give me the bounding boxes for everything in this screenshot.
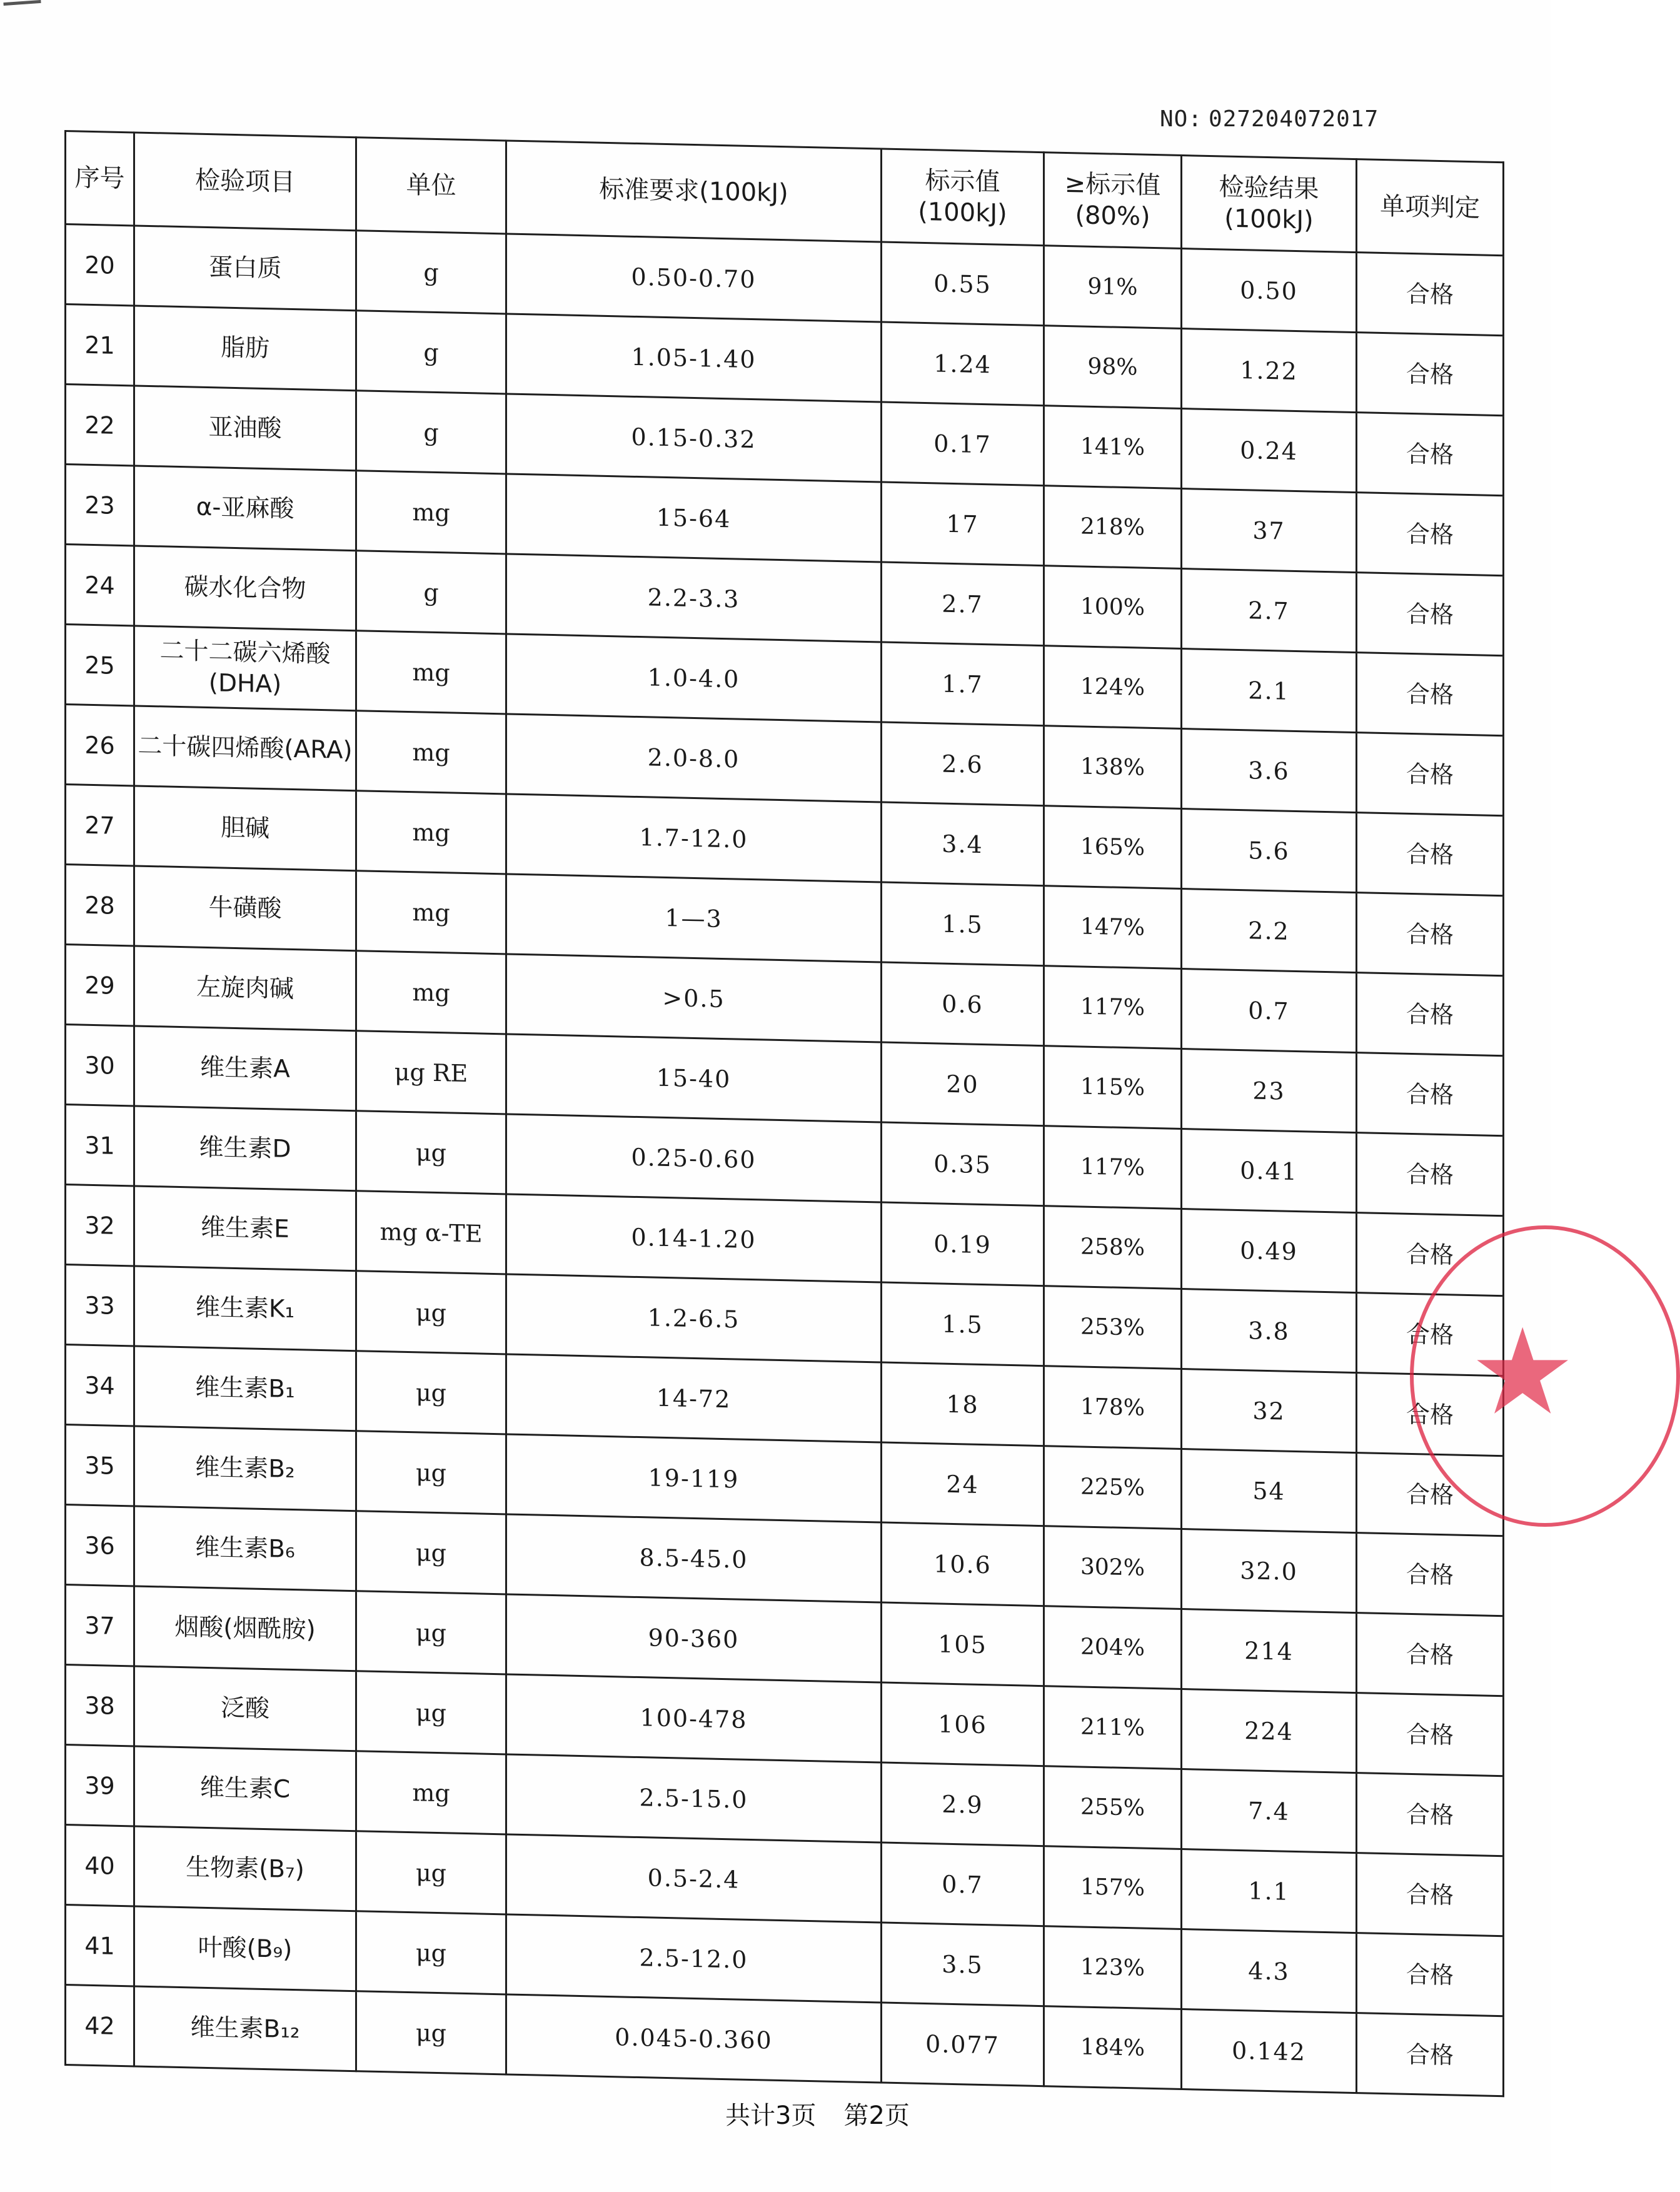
cell-result: 0.41	[1182, 1129, 1357, 1212]
cell-result: 0.7	[1182, 968, 1357, 1052]
cell-label-value: 0.077	[882, 2003, 1044, 2086]
cell-item: 维生素B₁	[134, 1346, 356, 1431]
cell-judgement: 合格	[1357, 973, 1504, 1056]
cell-label-pct: 255%	[1044, 1766, 1182, 1849]
cell-result: 23	[1182, 1048, 1357, 1132]
cell-result: 224	[1182, 1689, 1357, 1772]
cell-item: 蛋白质	[134, 226, 356, 311]
cell-label-value: 105	[882, 1602, 1044, 1686]
cell-seq: 37	[66, 1585, 134, 1666]
cell-item: 叶酸(B₉)	[134, 1906, 356, 1991]
cell-result: 0.49	[1182, 1209, 1357, 1292]
cell-label-pct: 91%	[1044, 246, 1182, 329]
cell-label-pct: 147%	[1044, 886, 1182, 969]
cell-label-value: 17	[882, 482, 1044, 566]
cell-item: 二十二碳六烯酸 (DHA)	[134, 626, 356, 711]
cell-label-value: 0.19	[882, 1202, 1044, 1286]
cell-judgement: 合格	[1357, 493, 1504, 576]
cell-label-pct: 141%	[1044, 406, 1182, 489]
cell-label-pct: 211%	[1044, 1686, 1182, 1769]
cell-label-pct: 178%	[1044, 1366, 1182, 1449]
cell-judgement: 合格	[1357, 1613, 1504, 1696]
cell-judgement: 合格	[1357, 253, 1504, 336]
cell-label-value: 2.9	[882, 1762, 1044, 1846]
cell-judgement: 合格	[1357, 1213, 1504, 1296]
cell-item: 胆碱	[134, 786, 356, 871]
cell-label-value: 18	[882, 1362, 1044, 1446]
cell-label-pct: 157%	[1044, 1846, 1182, 1929]
cell-label-pct: 204%	[1044, 1606, 1182, 1689]
cell-requirement: 1.0-4.0	[506, 634, 882, 722]
cell-seq: 29	[66, 945, 134, 1026]
page-footer	[725, 2096, 910, 2131]
cell-item: 维生素C	[134, 1746, 356, 1831]
cell-seq: 26	[66, 705, 134, 786]
cell-judgement: 合格	[1357, 1693, 1504, 1776]
cell-label-pct: 123%	[1044, 1926, 1182, 2009]
cell-result: 0.24	[1182, 408, 1357, 492]
header-judgement: 单项判定	[1357, 159, 1504, 256]
cell-label-pct: 100%	[1044, 566, 1182, 649]
cell-requirement: 15-64	[506, 474, 882, 562]
cell-seq: 31	[66, 1105, 134, 1186]
cell-label-pct: 98%	[1044, 326, 1182, 409]
cell-label-value: 24	[882, 1442, 1044, 1526]
report-number-value: 027204072017	[1209, 106, 1379, 132]
cell-label-pct: 225%	[1044, 1446, 1182, 1529]
cell-item: 烟酸(烟酰胺)	[134, 1586, 356, 1671]
cell-label-value: 1.7	[882, 642, 1044, 726]
cell-judgement: 合格	[1357, 1133, 1504, 1216]
cell-requirement: 2.0-8.0	[506, 714, 882, 802]
cell-unit: μg	[356, 1671, 506, 1754]
cell-item: 维生素B₂	[134, 1426, 356, 1511]
inspection-table	[64, 130, 1504, 2097]
cell-unit: mg	[356, 791, 506, 874]
cell-requirement: 19-119	[506, 1434, 882, 1522]
cell-requirement: 2.2-3.3	[506, 554, 882, 642]
cell-label-value: 1.5	[882, 1282, 1044, 1366]
cell-requirement: 14-72	[506, 1354, 882, 1442]
cell-label-value: 106	[882, 1682, 1044, 1766]
cell-item: 维生素K₁	[134, 1266, 356, 1351]
cell-label-value: 2.7	[882, 562, 1044, 646]
cell-judgement: 合格	[1357, 653, 1504, 736]
cell-seq: 25	[66, 625, 134, 706]
table-body	[66, 224, 1504, 2096]
cell-judgement: 合格	[1357, 333, 1504, 416]
cell-unit: mg	[356, 631, 506, 714]
cell-seq: 36	[66, 1505, 134, 1586]
cell-item: 生物素(B₇)	[134, 1826, 356, 1911]
seal-star-icon: ★	[1469, 1303, 1576, 1441]
cell-unit: g	[356, 391, 506, 474]
cell-requirement: 0.045-0.360	[506, 1994, 882, 2083]
cell-judgement: 合格	[1357, 813, 1504, 896]
cell-label-pct: 115%	[1044, 1046, 1182, 1129]
cell-unit: μg	[356, 1111, 506, 1194]
cell-result: 4.3	[1182, 1929, 1357, 2013]
scan-corner-mark	[3, 0, 41, 14]
footer-total-pages: 共计3页	[725, 2101, 817, 2130]
cell-label-value: 0.35	[882, 1122, 1044, 1206]
cell-label-value: 0.55	[882, 242, 1044, 326]
cell-item: 牛磺酸	[134, 866, 356, 951]
cell-unit: μg RE	[356, 1031, 506, 1114]
cell-unit: μg	[356, 1991, 506, 2074]
inspection-table-wrapper	[64, 130, 1502, 2097]
footer-current-page: 第2页	[843, 2101, 910, 2130]
cell-result: 3.8	[1182, 1289, 1357, 1372]
cell-item: 脂肪	[134, 306, 356, 391]
cell-item: 碳水化合物	[134, 546, 356, 631]
header-label-value: 标示值 (100kJ)	[882, 149, 1044, 246]
cell-item: α-亚麻酸	[134, 466, 356, 551]
cell-label-value: 0.6	[882, 962, 1044, 1046]
cell-result: 37	[1182, 488, 1357, 572]
cell-result: 2.2	[1182, 888, 1357, 972]
cell-judgement: 合格	[1357, 1933, 1504, 2016]
cell-result: 5.6	[1182, 808, 1357, 892]
cell-seq: 32	[66, 1185, 134, 1266]
cell-result: 7.4	[1182, 1769, 1357, 1853]
cell-result: 3.6	[1182, 728, 1357, 812]
cell-judgement: 合格	[1357, 1053, 1504, 1136]
cell-requirement: 100-478	[506, 1674, 882, 1762]
cell-item: 二十碳四烯酸(ARA)	[134, 706, 356, 791]
cell-seq: 21	[66, 304, 134, 386]
cell-requirement: 15-40	[506, 1034, 882, 1122]
cell-label-pct: 253%	[1044, 1286, 1182, 1369]
cell-item: 亚油酸	[134, 386, 356, 471]
cell-unit: μg	[356, 1511, 506, 1594]
cell-item: 维生素B₁₂	[134, 1986, 356, 2071]
cell-seq: 22	[66, 385, 134, 466]
cell-result: 32.0	[1182, 1529, 1357, 1612]
cell-item: 维生素E	[134, 1186, 356, 1271]
cell-seq: 40	[66, 1825, 134, 1906]
cell-requirement: 2.5-12.0	[506, 1914, 882, 2003]
cell-requirement: 0.5-2.4	[506, 1834, 882, 1923]
cell-judgement: 合格	[1357, 1373, 1504, 1456]
cell-label-pct: 138%	[1044, 726, 1182, 809]
cell-item: 泛酸	[134, 1666, 356, 1751]
cell-unit: g	[356, 311, 506, 394]
cell-label-pct: 218%	[1044, 486, 1182, 569]
cell-label-pct: 165%	[1044, 806, 1182, 889]
cell-unit: mg	[356, 471, 506, 554]
header-item: 检验项目	[134, 133, 356, 231]
cell-result: 0.142	[1182, 2009, 1357, 2093]
cell-seq: 35	[66, 1425, 134, 1506]
cell-requirement: 8.5-45.0	[506, 1514, 882, 1602]
cell-item: 维生素A	[134, 1026, 356, 1111]
cell-item: 左旋肉碱	[134, 946, 356, 1031]
cell-requirement: 1.05-1.40	[506, 314, 882, 402]
cell-label-pct: 184%	[1044, 2006, 1182, 2089]
cell-requirement: 2.5-15.0	[506, 1754, 882, 1843]
cell-label-value: 3.5	[882, 1923, 1044, 2006]
cell-label-pct: 258%	[1044, 1206, 1182, 1289]
cell-judgement: 合格	[1357, 1453, 1504, 1536]
cell-seq: 41	[66, 1905, 134, 1986]
cell-judgement: 合格	[1357, 733, 1504, 816]
cell-seq: 23	[66, 465, 134, 546]
cell-unit: g	[356, 231, 506, 314]
cell-seq: 24	[66, 545, 134, 626]
cell-label-value: 1.24	[882, 322, 1044, 406]
cell-unit: μg	[356, 1831, 506, 1914]
cell-result: 32	[1182, 1369, 1357, 1452]
cell-judgement: 合格	[1357, 893, 1504, 976]
cell-judgement: 合格	[1357, 413, 1504, 496]
cell-unit: μg	[356, 1911, 506, 1994]
header-label-pct: ≥标示值 (80%)	[1044, 153, 1182, 249]
cell-unit: μg	[356, 1271, 506, 1354]
cell-item: 维生素D	[134, 1106, 356, 1191]
cell-label-value: 20	[882, 1042, 1044, 1126]
header-unit: 单位	[356, 138, 506, 234]
cell-requirement: 0.50-0.70	[506, 234, 882, 322]
cell-unit: mg	[356, 1751, 506, 1834]
cell-label-pct: 117%	[1044, 966, 1182, 1049]
cell-judgement: 合格	[1357, 2013, 1504, 2096]
cell-seq: 39	[66, 1745, 134, 1826]
cell-label-value: 0.7	[882, 1843, 1044, 1926]
cell-result: 54	[1182, 1449, 1357, 1532]
report-number-label: NO:	[1160, 106, 1203, 132]
cell-unit: μg	[356, 1431, 506, 1514]
cell-result: 214	[1182, 1609, 1357, 1692]
cell-judgement: 合格	[1357, 1533, 1504, 1616]
cell-requirement: 1.2-6.5	[506, 1274, 882, 1362]
cell-seq: 42	[66, 1985, 134, 2066]
header-result: 检验结果 (100kJ)	[1182, 155, 1357, 252]
cell-judgement: 合格	[1357, 1853, 1504, 1936]
cell-label-pct: 124%	[1044, 646, 1182, 729]
cell-unit: μg	[356, 1591, 506, 1674]
cell-label-value: 0.17	[882, 402, 1044, 486]
cell-requirement: 1—3	[506, 874, 882, 962]
cell-unit: mg	[356, 871, 506, 954]
cell-requirement: 0.14-1.20	[506, 1194, 882, 1282]
cell-seq: 34	[66, 1345, 134, 1426]
cell-result: 0.50	[1182, 248, 1357, 332]
cell-label-value: 2.6	[882, 722, 1044, 806]
cell-seq: 38	[66, 1665, 134, 1746]
cell-label-value: 1.5	[882, 882, 1044, 966]
cell-judgement: 合格	[1357, 573, 1504, 656]
cell-requirement: >0.5	[506, 954, 882, 1042]
header-seq: 序号	[66, 131, 134, 226]
cell-label-value: 3.4	[882, 802, 1044, 886]
cell-seq: 27	[66, 785, 134, 866]
cell-result: 1.1	[1182, 1849, 1357, 1933]
cell-result: 2.1	[1182, 648, 1357, 732]
cell-seq: 30	[66, 1025, 134, 1106]
cell-label-pct: 117%	[1044, 1126, 1182, 1209]
report-number	[1160, 106, 1379, 132]
cell-unit: mg α-TE	[356, 1191, 506, 1274]
cell-unit: g	[356, 551, 506, 634]
cell-unit: mg	[356, 951, 506, 1034]
cell-requirement: 0.15-0.32	[506, 394, 882, 482]
cell-seq: 28	[66, 865, 134, 946]
cell-requirement: 1.7-12.0	[506, 794, 882, 882]
cell-requirement: 0.25-0.60	[506, 1114, 882, 1202]
cell-item: 维生素B₆	[134, 1506, 356, 1591]
cell-unit: μg	[356, 1351, 506, 1434]
cell-requirement: 90-360	[506, 1594, 882, 1682]
cell-seq: 20	[66, 224, 134, 306]
cell-result: 2.7	[1182, 568, 1357, 652]
cell-label-pct: 302%	[1044, 1526, 1182, 1609]
header-requirement: 标准要求(100kJ)	[506, 141, 882, 242]
cell-label-value: 10.6	[882, 1522, 1044, 1606]
cell-judgement: 合格	[1357, 1293, 1504, 1376]
cell-unit: mg	[356, 711, 506, 794]
cell-result: 1.22	[1182, 328, 1357, 412]
cell-seq: 33	[66, 1265, 134, 1346]
cell-judgement: 合格	[1357, 1773, 1504, 1856]
